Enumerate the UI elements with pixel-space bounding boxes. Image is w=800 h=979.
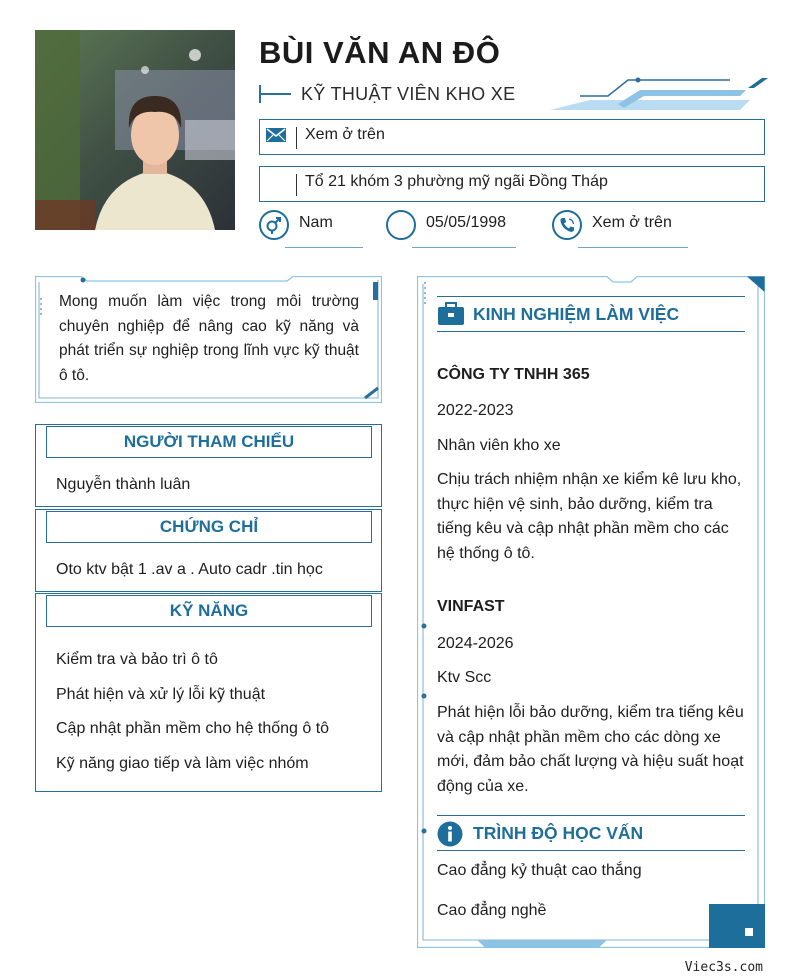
separator [296, 127, 297, 149]
certificates-heading: CHỨNG CHỈ [46, 511, 372, 543]
skills-heading: KỸ NĂNG [46, 595, 372, 627]
reference-person: Nguyễn thành luân [56, 476, 191, 493]
profile-photo [35, 30, 235, 230]
address-value: Tổ 21 khóm 3 phường mỹ ngãi Đồng Tháp [305, 173, 608, 190]
skill-item: Phát hiện và xử lý lỗi kỹ thuật [56, 686, 266, 703]
circuit-decoration [540, 74, 770, 114]
phone-icon [552, 210, 582, 240]
right-column [417, 276, 765, 948]
references-section [35, 424, 382, 507]
underline [412, 247, 516, 248]
company-name: VINFAST [437, 598, 505, 615]
job-title: KỸ THUẬT VIÊN KHO XE [301, 84, 516, 104]
job-description: Chịu trách nhiệm nhận xe kiểm kê lưu kho, thực hiện vệ sinh, bảo dưỡng, kiểm tra tiếng kêu và cập nhật phần mềm cho các hệ thống ô tô. [437, 471, 742, 562]
email-value: Xem ở trên [305, 126, 385, 143]
envelope-icon [266, 127, 286, 148]
info-icon [437, 821, 463, 852]
gender-item [259, 210, 369, 250]
skills-section [35, 593, 382, 792]
underline [578, 247, 688, 248]
experience-heading-bar [437, 296, 745, 332]
separator [296, 174, 297, 196]
job-description: Phát hiện lỗi bảo dưỡng, kiểm tra tiếng kêu và cập nhật phần mềm cho các dòng xe mới, đảm bảo chất lượng và hiệu suất hoạt động của xe. [437, 704, 744, 795]
job-position: Ktv Scc [437, 669, 492, 686]
birthday-item [386, 210, 516, 250]
title-decor-line [259, 93, 291, 95]
footer-watermark: Viec3s.com [684, 960, 763, 975]
education-heading-bar [437, 815, 745, 851]
certificate-text: Oto ktv bật 1 .av a . Auto cadr .tin học [56, 561, 323, 578]
briefcase-icon [437, 302, 465, 331]
skill-item: Kiểm tra và bảo trì ô tô [56, 651, 218, 668]
skill-item: Kỹ năng giao tiếp và làm việc nhóm [56, 755, 309, 772]
candidate-name: BÙI VĂN AN ĐÔ [259, 35, 501, 70]
job-period: 2022-2023 [437, 402, 514, 419]
education-item: Cao đẳng kỷ thuật cao thắng [437, 862, 642, 879]
references-heading: NGƯỜI THAM CHIẾU [46, 426, 372, 458]
phone-item [552, 210, 692, 250]
email-row [259, 119, 765, 155]
experience-heading: KINH NGHIỆM LÀM VIỆC [473, 304, 680, 324]
job-position: Nhân viên kho xe [437, 437, 561, 454]
certificates-section [35, 509, 382, 592]
objective-section [35, 276, 382, 403]
gender-value: Nam [299, 214, 333, 231]
company-name: CÔNG TY TNHH 365 [437, 366, 590, 383]
job-period: 2024-2026 [437, 635, 514, 652]
birthday-value: 05/05/1998 [426, 214, 507, 231]
education-item: Cao đẳng nghề [437, 902, 547, 919]
phone-value: Xem ở trên [592, 214, 672, 231]
gender-icon [259, 210, 289, 240]
calendar-circle-icon [386, 210, 416, 240]
education-heading: TRÌNH ĐỘ HỌC VẤN [473, 823, 644, 843]
address-row [259, 166, 765, 202]
skill-item: Cập nhật phần mềm cho hệ thống ô tô [56, 720, 330, 737]
underline [285, 247, 363, 248]
objective-text: Mong muốn làm việc trong môi trường chuyên nghiệp để nâng cao kỹ năng và phát triển sự nghiệp trong lĩnh vực kỹ thuật ô tô. [59, 293, 359, 384]
